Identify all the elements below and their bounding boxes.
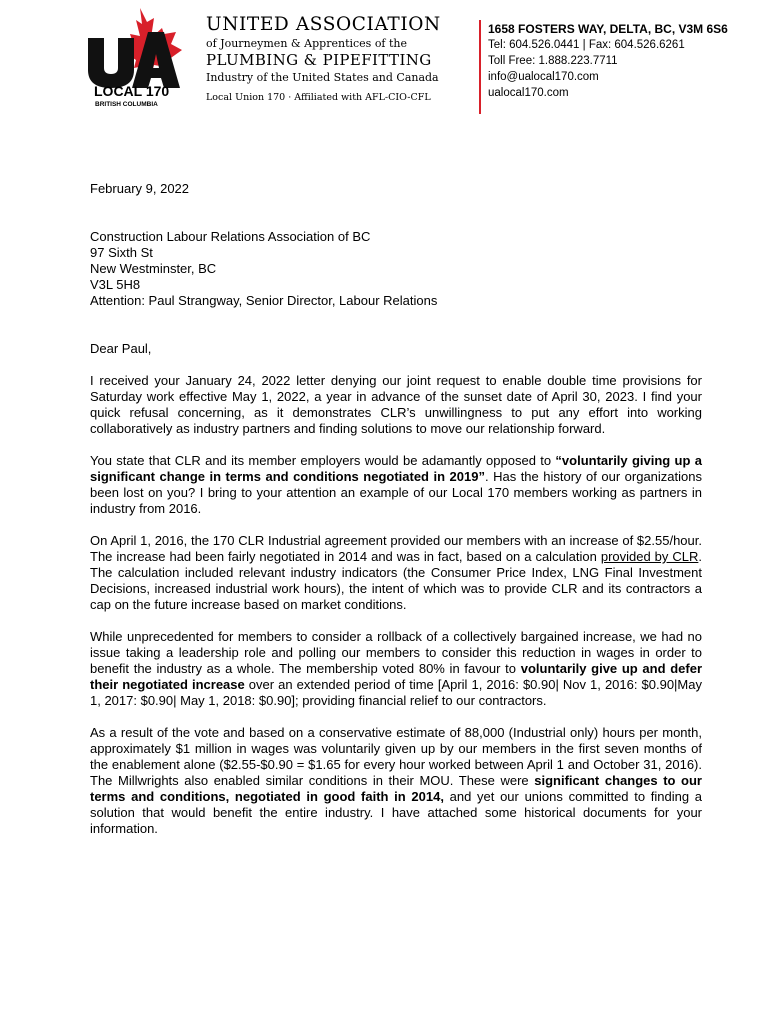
paragraph-3-text-a: On April 1, 2016, the 170 CLR Industrial agreement provided our members with an increase of $2.55/hour. The increase had been fairly negotiated in 2014 and was in fact, based on a calculation — [90, 533, 702, 564]
paragraph-5-text-a: As a result of the vote and based on a conservative estimate of 88,000 (Industrial only) hours per month, approximately $1 million in wages was voluntarily given up by our members in the first seven months of the enablement alone ($2.55-$0.90 = $1.65 for every hour worked between April 1 and October 31, 2016). The Millwrights also enabled similar conditions in their MOU. These were — [90, 725, 702, 788]
paragraph-4-text-a: While unprecedented for members to consider a rollback of a collectively bargained increase, we had no issue taking a leadership role and polling our members to consider this reduction in wages in order to benefit the industry as a whole. The membership voted 80% in favour to — [90, 629, 702, 676]
paragraph-3-underlined: provided by CLR — [600, 549, 699, 564]
paragraph-2 — [90, 453, 702, 517]
paragraph-3 — [90, 533, 702, 613]
letterhead — [0, 0, 770, 120]
logo-province-text: BRITISH COLUMBIA — [95, 101, 158, 108]
org-trade: PLUMBING & PIPEFITTING — [206, 51, 432, 69]
recipient-postal: V3L 5H8 — [90, 277, 141, 292]
org-affiliation: Local Union 170 · Affiliated with AFL-CIO-CFL — [206, 92, 431, 103]
org-industry: Industry of the United States and Canada — [206, 71, 439, 84]
maple-leaf-ua-logo-icon — [84, 8, 194, 88]
letter-body — [90, 181, 702, 837]
recipient-address — [90, 229, 702, 309]
paragraph-5-text-c: and yet our unions committed to finding a solution that would benefit the entire industry. I have attached some historical documents for your information. — [90, 789, 702, 836]
letter-date: February 9, 2022 — [90, 181, 190, 196]
letterhead-divider — [479, 20, 481, 114]
org-name: UNITED ASSOCIATION — [206, 14, 441, 35]
recipient-street: 97 Sixth St — [90, 245, 153, 260]
paragraph-2-text-a: You state that CLR and its member employers would be adamantly opposed to — [90, 453, 556, 468]
paragraph-1: I received your January 24, 2022 letter denying our joint request to enable double time provisions for Saturday work effective May 1, 2022, a year in advance of the sunset date of April 30, 2023. I find your quick refusal concerning, as it demonstrates CLR’s unwillingness to put any effort into working collaboratively as industry partners and finding solutions to move our relationship forward. — [90, 373, 702, 436]
org-subtitle: of Journeymen & Apprentices of the — [206, 37, 408, 50]
contact-toll-free: Toll Free: 1.888.223.7711 — [488, 55, 618, 67]
paragraph-4-text-c: over an extended period of time [April 1, 2016: $0.90| Nov 1, 2016: $0.90|May 1, 2017: $0.90| May 1, 2018: $0.90]; providing financial relief to our contractors. — [90, 677, 702, 708]
organization-block — [206, 14, 441, 104]
contact-phone-fax: Tel: 604.526.0441 | Fax: 604.526.6261 — [488, 39, 685, 51]
paragraph-3-text-c: . The calculation included relevant industry indicators (the Consumer Price Index, LNG Final Investment Decisions, increased industrial work hours), the intent of which was to provide CLR and its contractors a cap on the future increase based on market conditions. — [90, 549, 703, 612]
contact-address: 1658 FOSTERS WAY, DELTA, BC, V3M 6S6 — [488, 22, 728, 36]
contact-website[interactable]: ualocal170.com — [488, 87, 569, 99]
paragraph-5-bold: significant changes to our terms and conditions, negotiated in good faith in 2014, — [90, 773, 702, 804]
recipient-attention: Attention: Paul Strangway, Senior Director, Labour Relations — [90, 293, 438, 308]
recipient-org: Construction Labour Relations Association of BC — [90, 229, 371, 244]
paragraph-2-text-c: . Has the history of our organizations been lost on you? I bring to your attention an example of our Local 170 members working as partners in industry from 2016. — [90, 469, 702, 516]
paragraph-2-quote: “voluntarily giving up a significant change in terms and conditions negotiated in 2019” — [90, 453, 702, 484]
contact-email[interactable]: info@ualocal170.com — [488, 71, 599, 83]
paragraph-5 — [90, 725, 702, 837]
paragraph-4 — [90, 629, 702, 709]
paragraph-4-bold: voluntarily give up and defer their negotiated increase — [90, 661, 703, 692]
contact-block — [488, 21, 728, 101]
salutation: Dear Paul, — [90, 341, 152, 356]
logo-local-text: LOCAL 170 — [94, 83, 170, 99]
recipient-city: New Westminster, BC — [90, 261, 217, 276]
union-logo — [84, 8, 194, 116]
